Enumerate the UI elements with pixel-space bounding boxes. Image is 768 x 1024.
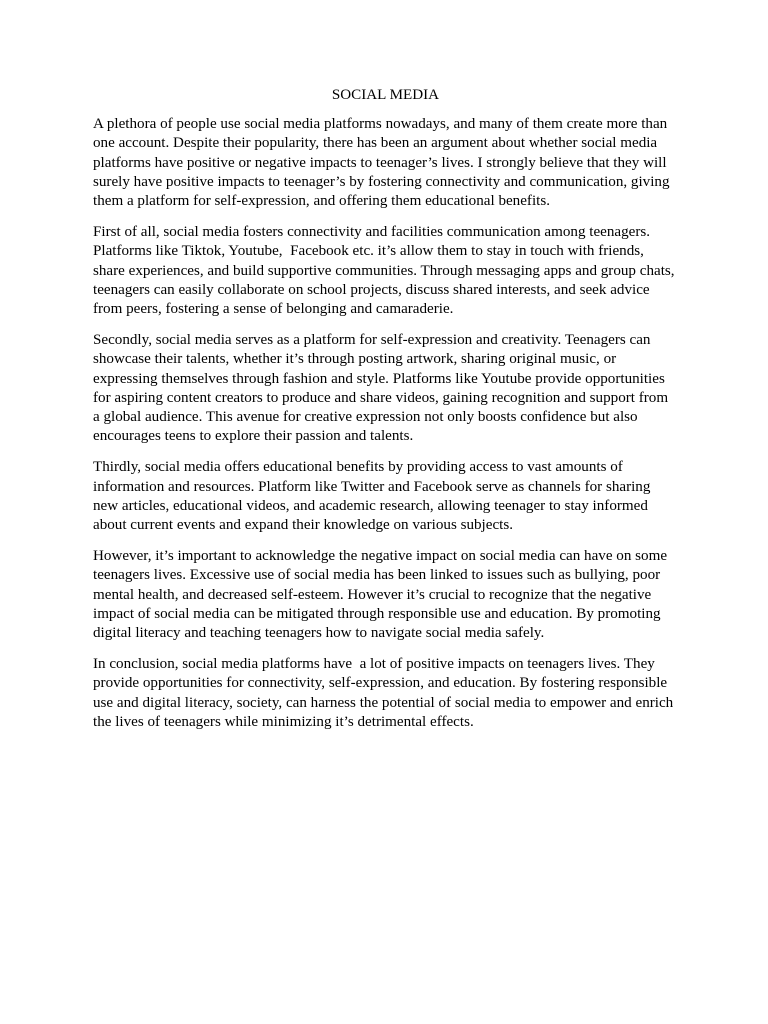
paragraph-education: Thirdly, social media offers educational benefits by providing access to vast amounts of information and resources. Platform like Twitter and Facebook serve as channels for sharing new articles, educational videos, and academic research, allowing teenager to stay informed about current events and expand their knowledge on various subjects. xyxy=(93,459,655,534)
paragraph-connectivity: First of all, social media fosters connectivity and facilities communication among teenagers. Platforms like Tiktok, Youtube, Facebook etc. it’s allow them to stay in touch with friends, share experiences, and build supportive communities. Through messaging apps and group chats, teenagers can easily collaborate on school projects, discuss shared interests, and seek advice from peers, fostering a sense of belonging and camaraderie. xyxy=(93,224,679,318)
document-body xyxy=(93,86,678,744)
paragraph-conclusion: In conclusion, social media platforms have a lot of positive impacts on teenagers lives. They provide opportunities for connectivity, self-expression, and education. By fostering responsible use and digital literacy, society, can harness the potential of social media to empower and enrich the lives of teenagers while minimizing it’s detrimental effects. xyxy=(93,656,677,730)
document-title: SOCIAL MEDIA xyxy=(331,87,440,103)
paragraph-negative-impact: However, it’s important to acknowledge the negative impact on social media can have on some teenagers lives. Excessive use of social media has been linked to issues such as bullying, poor mental health, and decreased self-esteem. However it’s crucial to recognize that the negative impact of social media can be mitigated through responsible use and education. By promoting digital literacy and teaching teenagers how to navigate social media safely. xyxy=(93,548,671,642)
paragraph-introduction: A plethora of people use social media platforms nowadays, and many of them create more than one account. Despite their popularity, there has been an argument about whether social media platforms have positive or negative impacts to teenager’s lives. I strongly believe that they will surely have positive impacts to teenager’s by fostering connectivity and communication, giving them a platform for self-expression, and offering them educational benefits. xyxy=(93,116,674,210)
paragraph-self-expression: Secondly, social media serves as a platform for self-expression and creativity. Teenagers can showcase their talents, whether it’s through posting artwork, sharing original music, or expressing themselves through fashion and style. Platforms like Youtube provide opportunities for aspiring content creators to produce and share videos, gaining recognition and support from a global audience. This avenue for creative expression not only boosts confidence but also encourages teens to explore their passion and talents. xyxy=(93,332,672,445)
